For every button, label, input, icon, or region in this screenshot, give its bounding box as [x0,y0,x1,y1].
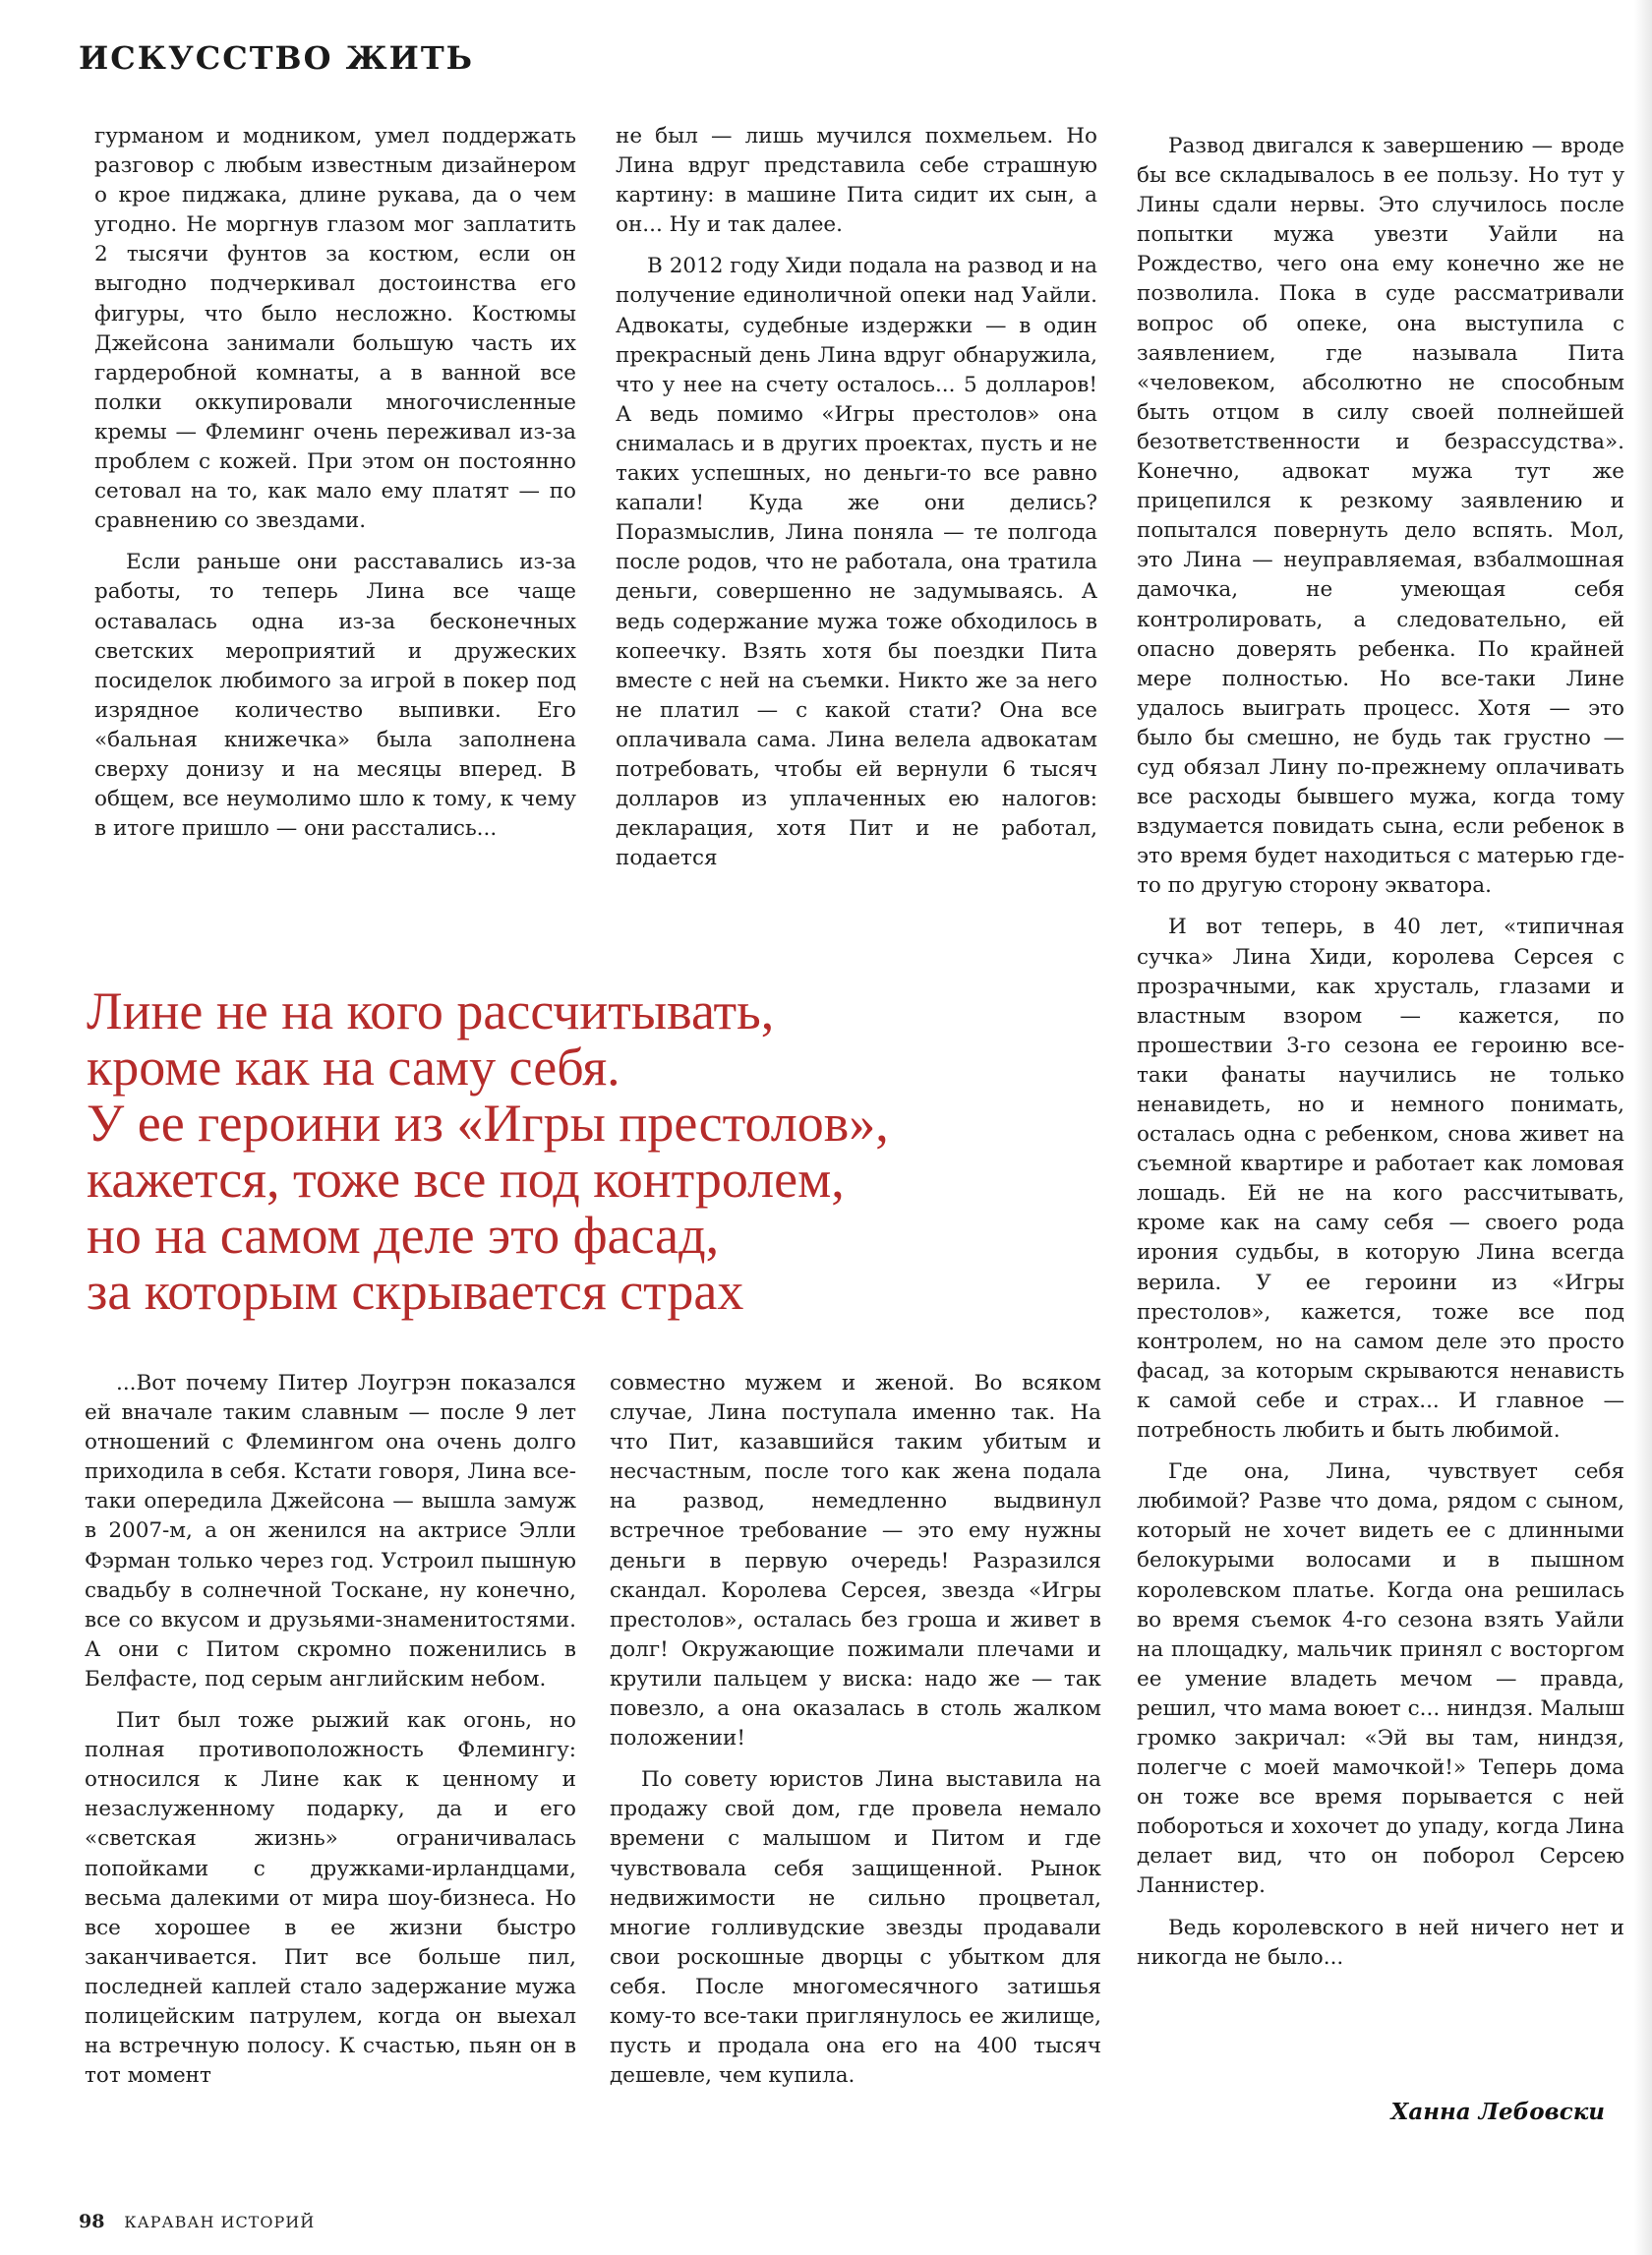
article-paragraph: ...Вот почему Питер Лоугрэн показался ей вначале таким славным — после 9 лет отношений с Флемингом она очень долго приходила в себя. Кстати говоря, Лина все-таки опередила Джейсона — вышла замуж в 2007-м, а он женился на актрисе Элли Фэрман только через год. Устроил пышную свадьбу в солнечной Тоскане, ну конечно, все со вкусом и друзьями-знаменитостями. А они с Питом скромно поженились в Белфасте, под серым английским небом. [85,1371,576,1691]
article-paragraph: Пит был тоже рыжий как огонь, но полная противоположность Флемингу: относился к Лине как к ценному и незаслуженному подарку, да и его «светская жизнь» ограничивалась попойками с дружками-ирландцами, весьма далекими от мира шоу-бизнеса. Но все хорошее в ее жизни быстро заканчивается. Пит все больше пил, последней каплей стало задержание мужа полицейским патрулем, когда он выехал на встречную полосу. К счастью, пьян он в тот момент [85,1708,576,2089]
article-paragraph: Если раньше они расставались из-за работы, то теперь Лина все чаще оставалась одна из-за бесконечных светских мероприятий и дружеских посиделок любимого за игрой в покер под изрядное количество выпивки. Его «бальная книжечка» была заполнена сверху донизу и на месяцы вперед. В общем, все неумолимо шло к тому, к чему в итоге пришло — они расстались... [94,550,576,842]
article-paragraph: гурманом и модником, умел поддержать разговор с любым известным дизайнером о крое пиджака, длине рукава, да о чем угодно. Не моргнув глазом мог заплатить 2 тысячи фунтов за костюм, если он выгодно подчеркивал достоинства его фигуры, что было несложно. Костюмы Джейсона занимали большую часть их гардеробной комнаты, а в ванной все полки оккупировали многочисленные кремы — Флеминг очень переживал из-за проблем с кожей. При этом он постоянно сетовал на то, как мало ему платят — по сравнению со звездами. [94,124,576,534]
pull-quote-line: У ее героини из «Игры престолов», [87,1094,889,1153]
article-column-bottom-middle [610,1369,1101,2091]
article-paragraph: В 2012 году Хиди подала на развод и на получение единоличной опеки над Уайли. Адвокаты, судебные издержки — в один прекрасный день Лина вдруг обнаружила, что у нее на счету осталось... 5 долларов! А ведь помимо «Игры престолов» она снималась и в других проектах, пусть и не таких успешных, но деньги-то все равно капали! Куда же они делись? Поразмыслив, Лина поняла — те полгода после родов, что не работала, она тратила деньги, совершенно не задумываясь. А ведь содержание мужа тоже обходилось в копеечку. Взять хотя бы поездки Пита вместе с ней на съемки. Никто же за него не платил — с какой стати? Она все оплачивала сама. Лина велела адвокатам потребовать, чтобы ей вернули 6 тысяч долларов из уплаченных ею налогов: декларация, хотя Пит и не работал, подается [616,254,1097,871]
pull-quote [87,983,1129,1320]
article-paragraph: совместно мужем и женой. Во всяком случае, Лина поступала именно так. На что Пит, казавшийся таким убитым и несчастным, после того как жена подала на развод, немедленно выдвинул встречное требование — это ему нужны деньги в первую очередь! Разразился скандал. Королева Серсея, звезда «Игры престолов», осталась без гроша и живет в долг! Окружающие пожимали плечами и крутили пальцем у виска: надо же — так повезло, а она оказалась в столь жалком положении! [610,1371,1101,1751]
section-rubric: ИСКУССТВО ЖИТЬ [79,39,475,77]
article-paragraph: Ведь королевского в ней ничего нет и никогда не было... [1137,1915,1624,1970]
page-footer [79,2211,315,2232]
page-number: 98 [79,2211,105,2232]
article-column-top-middle [616,122,1097,873]
article-column-top-left [94,122,576,844]
pull-quote-line: кроме как на саму себя. [87,1038,620,1097]
article-paragraph: не был — лишь мучился похмельем. Но Лина вдруг представила себе страшную картину: в машине Пита сидит их сын, а он... Ну и так далее. [616,124,1097,238]
article-paragraph: По совету юристов Лина выставила на продажу свой дом, где провела немало времени с малышом и Питом и где чувствовала себя защищенной. Рынок недвижимости не сильно процветал, многие голливудские звезды продавали свои роскошные дворцы с убытком для себя. После многомесячного затишья кому-то все-таки приглянулось ее жилище, пусть и продала она его на 400 тысяч дешевле, чем купила. [610,1767,1101,2089]
pull-quote-line: кажется, тоже все под контролем, [87,1150,845,1209]
article-paragraph: И вот теперь, в 40 лет, «типичная сучка» Лина Хиди, королева Серсея с прозрачными, как хрусталь, глазами и властным взором — кажется, по прошествии 3-го сезона ее героиню все-таки фанаты научились не только ненавидеть, но и немного понимать, осталась одна с ребенком, снова живет на съемной квартире и работает как ломовая лошадь. Ей не на кого рассчитывать, кроме как на саму себя — своего рода ирония судьбы, в которую Лина всегда верила. У ее героини из «Игры престолов», кажется, тоже все под контролем, но на самом деле это просто фасад, за которым скрываются ненависть к самой себе и страх... И главное — потребность любить и быть любимой. [1137,915,1624,1444]
magazine-name: КАРАВАН ИСТОРИЙ [124,2213,316,2231]
article-paragraph: Развод двигался к завершению — вроде бы все складывалось в ее пользу. Но тут у Лины сдали нервы. Это случилось после попытки мужа увезти Уайли на Рождество, чего она ему конечно же не позволила. Пока в суде рассматривали вопрос об опеке, она выступила с заявлением, где называла Пита «человеком, абсолютно не способным быть отцом в силу своей полнейшей безответственности и безрассудства». Конечно, адвокат мужа тут же прицепился к резкому заявлению и попытался повернуть дело вспять. Мол, это Лина — неуправляемая, взбалмошная дамочка, не умеющая себя контролировать, а следовательно, ей опасно доверять ребенка. По крайней мере полностью. Но все-таки Лине удалось выиграть процесс. Хотя — это было бы смешно, не будь так грустно — суд обязал Лину по-прежнему оплачивать все расходы бывшего мужа, когда тому вздумается повидать сына, если ребенок в это время будет находиться с матерью где-то по другую сторону экватора. [1137,134,1624,899]
pull-quote-line: Лине не на кого рассчитывать, [87,981,775,1040]
article-column-right [1137,132,1624,1973]
author-signature: Ханна Лебовски [1390,2099,1605,2125]
article-paragraph: Где она, Лина, чувствует себя любимой? Разве что дома, рядом с сыном, который не хочет видеть ее с длинными белокурыми волосами и в пышном королевском платье. Когда она решилась во время съемок 4-го сезона взять Уайли на площадку, мальчик принял с восторгом ее умение владеть мечом — правда, решил, что мама воюет с... ниндзя. Малыш громко закричал: «Эй вы там, ниндзя, полегче с моей мамочкой!» Теперь дома он тоже все время порывается с ней побороться и хохочет до упаду, когда Лина делает вид, что он поборол Серсею Ланнистер. [1137,1459,1624,1899]
pull-quote-line: за которым скрывается страх [87,1262,744,1321]
page-edge-shadow [1634,0,1652,2255]
article-column-bottom-left [85,1369,576,2091]
pull-quote-line: но на самом деле это фасад, [87,1206,720,1265]
